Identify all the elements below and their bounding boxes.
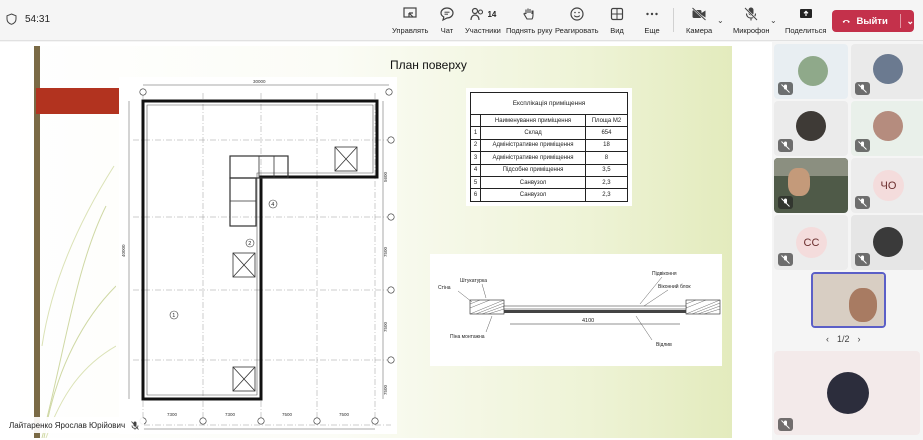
room-schedule-table: Експлікація приміщення Наименування приміщення Площа М2 1 Склад 654 2 Адміністративне приміщення 18 3 Адміністративне приміщення 8 4 Підсобне приміщення 3,5 5 Санвузол 2,3 6 Санвузол 2,3 (466, 88, 632, 206)
table-row: 1 Склад 654 (471, 127, 628, 139)
gallery-pager (826, 334, 861, 344)
table-row: 3 Адміністративне приміщення 8 (471, 152, 628, 164)
present-icon (402, 6, 418, 22)
dimension-label: 7500 (383, 321, 388, 332)
participant-face (788, 168, 810, 196)
presenter-name-tag: Лайтаренко Ярослав Юрійович (4, 417, 144, 433)
mic-off-icon (858, 141, 867, 150)
mic-off-icon (781, 198, 790, 207)
chat-button[interactable]: Чат (439, 6, 455, 35)
hand-icon (521, 6, 537, 22)
callout-label: Стіна (438, 285, 451, 291)
leave-button[interactable]: Выйти ⌄ (832, 10, 914, 32)
mic-off-icon (858, 84, 867, 93)
dimension-label: 30000 (253, 79, 266, 84)
camera-options-chevron-icon[interactable]: ⌄ (717, 16, 724, 25)
muted-indicator (778, 139, 793, 152)
muted-indicator (855, 82, 870, 95)
axis-marker (200, 418, 206, 424)
react-button[interactable]: Реагировать (555, 6, 599, 35)
table-row: 4 Підсобне приміщення 3,5 (471, 164, 628, 176)
microphone-options-chevron-icon[interactable]: ⌄ (770, 16, 777, 25)
camera-button[interactable]: Камера (686, 6, 712, 35)
dimension-label: 7300 (167, 412, 178, 417)
dimension-label: 5600 (383, 171, 388, 182)
mic-off-icon (781, 84, 790, 93)
dimension-label: 7300 (225, 412, 236, 417)
page-indicator: 1/2 (837, 334, 850, 344)
chevron-left-icon[interactable]: ‹ (826, 334, 829, 344)
muted-indicator (778, 196, 793, 209)
self-video-tile[interactable] (811, 272, 886, 328)
axis-marker (388, 137, 394, 143)
axis-marker (258, 418, 264, 424)
raise-hand-button[interactable]: Поднять руку (506, 6, 552, 35)
participants-button[interactable]: 14 Участники (465, 6, 501, 35)
chat-icon (439, 6, 455, 22)
callout-label: Штукатурка (460, 278, 488, 284)
room-number: 2 (248, 241, 252, 247)
view-button[interactable]: Вид (609, 6, 625, 35)
muted-indicator (855, 139, 870, 152)
participant-tile[interactable] (851, 158, 923, 213)
mic-off-icon (743, 6, 759, 22)
presentation-slide (6, 46, 732, 438)
avatar (827, 372, 869, 414)
avatar (798, 56, 828, 86)
axis-marker (140, 89, 146, 95)
people-icon (469, 6, 485, 22)
shield-icon (6, 13, 17, 25)
chevron-right-icon[interactable]: › (857, 334, 861, 344)
axis-marker (388, 357, 394, 363)
callout-label: Віконний блок (658, 284, 691, 290)
avatar-initials: СС (796, 227, 827, 258)
more-icon (644, 6, 660, 22)
muted-indicator (778, 253, 793, 266)
avatar (873, 54, 903, 84)
slide-title: План поверху (390, 58, 467, 72)
dimension-label: 4100 (582, 318, 595, 324)
dimension-label: 7500 (282, 412, 293, 417)
mic-off-icon (858, 198, 867, 207)
avatar-initials: ЧО (873, 170, 904, 201)
mic-off-icon (781, 255, 790, 264)
callout-label: Піна монтажна (450, 334, 485, 340)
table-row: 2 Адміністративне приміщення 18 (471, 139, 628, 151)
room-number: 1 (172, 313, 176, 319)
participants-count: 14 (487, 9, 497, 19)
microphone-button[interactable]: Микрофон (733, 6, 770, 35)
participant-tile[interactable] (774, 44, 848, 99)
share-button[interactable]: Поделиться (785, 6, 826, 35)
hang-up-icon (842, 17, 850, 25)
shared-content-stage (0, 42, 772, 440)
participant-tile[interactable] (774, 101, 848, 156)
timer-text: 54:31 (25, 13, 51, 25)
table-title: Експлікація приміщення (471, 93, 628, 115)
dimension-label: 7500 (339, 412, 350, 417)
window-section-drawing (430, 254, 722, 366)
dimension-label: 7500 (383, 246, 388, 257)
muted-indicator (778, 418, 793, 431)
participant-tile[interactable] (851, 215, 923, 270)
avatar (873, 111, 903, 141)
floor-plan-drawing (119, 77, 397, 434)
muted-indicator (855, 196, 870, 209)
axis-marker (388, 214, 394, 220)
axis-marker (388, 287, 394, 293)
participant-face (849, 288, 877, 322)
table-row: 5 Санвузол 2,3 (471, 176, 628, 188)
manage-button[interactable]: Управлять (392, 6, 428, 35)
grid-icon (609, 6, 625, 22)
muted-indicator (778, 82, 793, 95)
toolbar-divider (673, 8, 674, 32)
mic-off-icon (131, 421, 139, 430)
mic-off-icon (858, 255, 867, 264)
participant-tile[interactable] (774, 215, 848, 270)
share-icon (798, 6, 814, 22)
participant-tile[interactable] (851, 101, 923, 156)
callout-label: Відлив (656, 342, 672, 348)
axis-marker (372, 418, 378, 424)
camera-off-icon (691, 6, 707, 22)
participant-tile[interactable] (774, 351, 920, 435)
meeting-timer (6, 13, 50, 25)
dimension-label: 7500 (383, 384, 388, 395)
dimension-label: 40000 (121, 244, 126, 257)
slide-accent-block (36, 88, 120, 114)
axis-marker (386, 89, 392, 95)
participant-video-tile[interactable] (774, 158, 848, 213)
callout-label: Підвіконня (652, 271, 677, 277)
smile-icon (569, 6, 585, 22)
leave-options-chevron-icon[interactable]: ⌄ (906, 15, 914, 26)
mic-off-icon (781, 420, 790, 429)
avatar (796, 111, 826, 141)
meeting-toolbar (0, 0, 923, 41)
table-row: 6 Санвузол 2,3 (471, 189, 628, 201)
mic-off-icon (781, 141, 790, 150)
more-button[interactable]: Еще (644, 6, 660, 35)
axis-marker (314, 418, 320, 424)
avatar (873, 227, 903, 257)
participant-tile[interactable] (851, 44, 923, 99)
room-number: 4 (271, 202, 275, 208)
muted-indicator (855, 253, 870, 266)
